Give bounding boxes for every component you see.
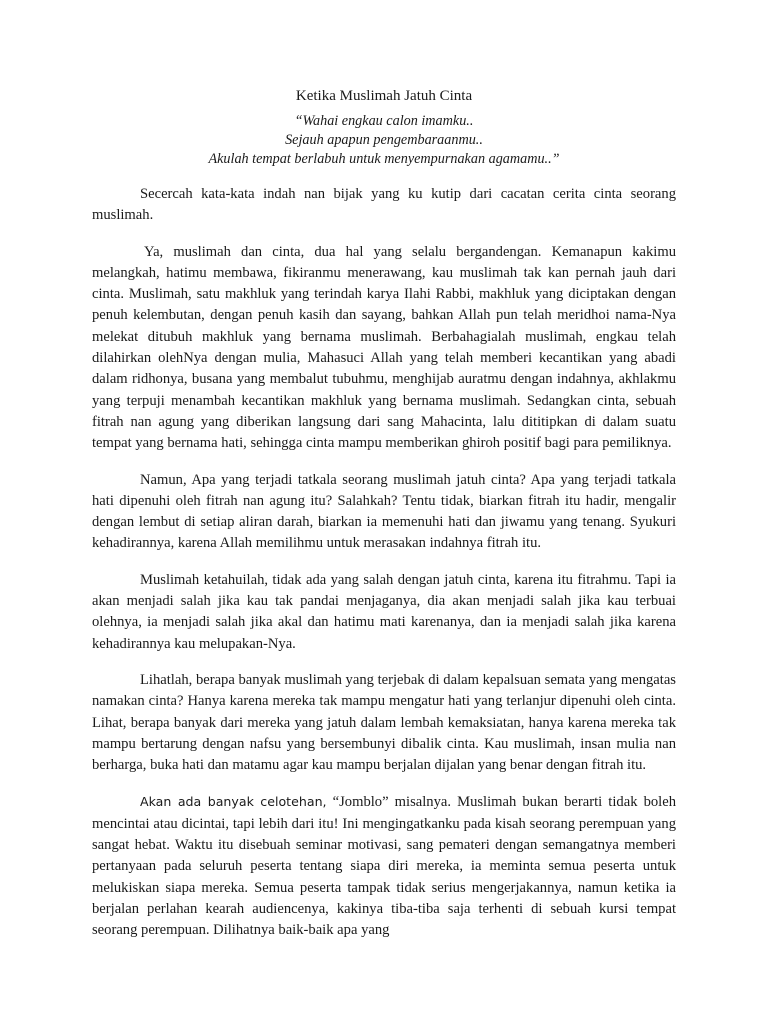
paragraph-text: “Jomblo” misalnya. Muslimah bukan berarti tidak boleh mencintai atau dicintai, tapi lebih dari itu! Ini mengingatkanku pada kisah seorang perempuan yang sangat hebat. Waktu itu disebuah seminar motivasi, sang pemateri dengan semangatnya memberi pertanyaan pada seluruh peserta tentang siapa diri mereka, ia meminta semua peserta untuk melukiskan siapa mereka. Semua peserta tampak tidak serius mengerjakannya, namun ketika ia berjalan perlahan kearah audiencenya, kakinya tiba-tiba saja terhenti di sebuah kursi tempat seorang perempuan. Dilihatnya baik-baik apa yang xyxy=(92,794,677,939)
document-body xyxy=(92,84,676,957)
paragraph: Ya, muslimah dan cinta, dua hal yang selalu bergandengan. Kemanapun kakimu melangkah, hatimu membawa, fikiranmu menerawang, kau muslimah tak kan pernah jauh dari cinta. Muslimah, satu makhluk yang terindah karya Ilahi Rabbi, makhluk yang diciptakan dengan penuh kelembutan, dengan penuh kasih dan sayang, bahkan Allah pun telah meridhoi nama-Nya melekat ditubuh makhluk yang bernama muslimah. Berbahagialah muslimah, engkau telah dilahirkan olehNya dengan mulia, Mahasuci Allah yang telah memberi kecantikan yang abadi dalam ridhonya, busana yang membalut tubuhmu, menghijab auratmu dengan indahnya, akhlakmu yang terpuji menambah kecantikan makhluk yang bernama muslimah. Sedangkan cinta, sebuah fitrah nan agung yang diberikan langsung dari sang Mahacinta, lalu dititipkan di dalam suatu tempat yang bernama hati, sehingga cinta mampu memberikan ghiroh positif bagi para pemiliknya. xyxy=(92,243,676,452)
paragraph: Muslimah ketahuilah, tidak ada yang salah dengan jatuh cinta, karena itu fitrahmu. Tapi ia akan menjadi salah jika kau tak pandai menjaganya, dia akan menjadi salah jika kau terbuai olehnya, ia menjadi salah jika akal dan hatimu mati karenanya, dan ia menjadi salah jika karena kehadirannya kau melupakan-Nya. xyxy=(92,571,676,652)
opening-quote xyxy=(92,112,676,169)
paragraph-lead: Akan ada banyak celotehan, xyxy=(140,794,327,810)
paragraph xyxy=(92,791,676,941)
quote-line: Sejauh apapun pengembaraanmu.. xyxy=(285,132,483,148)
paragraph: Lihatlah, berapa banyak muslimah yang terjebak di dalam kepalsuan semata yang mengatas namakan cinta? Hanya karena mereka tak mampu mengatur hati yang terlanjur dipenuhi oleh cinta. Lihat, berapa banyak dari mereka yang jatuh dalam lembah kemaksiatan, hanya karena mereka tak mampu bertarung dengan nafsu yang bersembunyi dibalik cinta. Kau muslimah, insan mulia nan berharga, buka hati dan matamu agar kau mampu berjalan dijalan yang benar dengan fitrah itu. xyxy=(92,671,676,774)
quote-line: “Wahai engkau calon imamku.. xyxy=(294,113,474,129)
paragraph: Namun, Apa yang terjadi tatkala seorang muslimah jatuh cinta? Apa yang terjadi tatkala hati dipenuhi oleh fitrah nan agung itu? Salahkah? Tentu tidak, biarkan fitrah itu hadir, mengalir dengan lembut di setiap aliran darah, biarkan ia memenuhi hati dan jiwamu yang tenang. Syukuri kehadirannya, karena Allah memilihmu untuk merasakan indahnya fitrah itu. xyxy=(92,471,676,552)
quote-line: Akulah tempat berlabuh untuk menyempurnakan agamamu..” xyxy=(208,151,560,167)
document-title: Ketika Muslimah Jatuh Cinta xyxy=(295,88,473,104)
paragraph: Secercah kata-kata indah nan bijak yang ku kutip dari cacatan cerita cinta seorang muslimah. xyxy=(92,186,676,224)
